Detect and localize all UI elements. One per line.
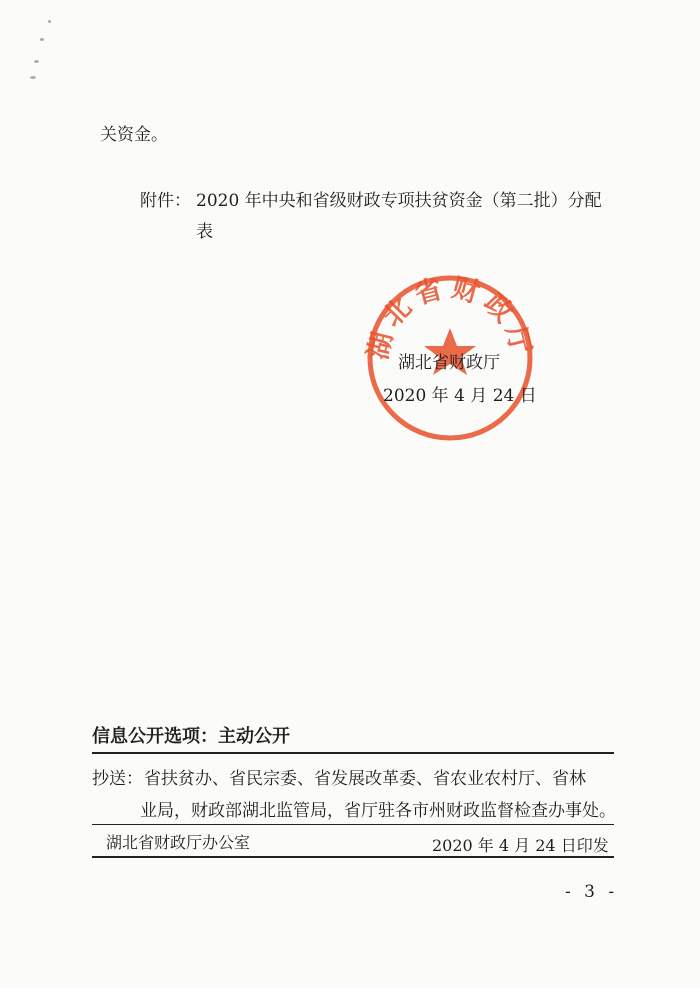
attachment-title-line1: 2020 年中央和省级财政专项扶贫资金（第二批）分配 <box>196 191 602 211</box>
cc-line2: 业局，财政部湖北监管局，省厅驻各市州财政监督检查办事处。 <box>140 801 616 821</box>
scan-speck <box>48 20 51 23</box>
issue-date: 2020 年 4 月 24 日 <box>383 386 537 406</box>
body-continuation-text: 关资金。 <box>100 125 168 145</box>
issuer-name: 湖北省财政厅 <box>398 353 500 373</box>
attachment-title-line2: 表 <box>196 222 213 242</box>
cc-label: 抄送： <box>92 769 143 789</box>
disclosure-option <box>92 722 290 748</box>
footer-top-rule <box>92 752 614 754</box>
footer-bottom-rule <box>92 856 614 858</box>
scan-speck <box>34 60 39 63</box>
disclosure-label: 信息公开选项： <box>92 726 218 747</box>
print-date: 2020 年 4 月 24 日印发 <box>432 836 609 855</box>
page-number: - 3 - <box>565 882 619 902</box>
footer-middle-rule <box>92 824 614 825</box>
seal-arc-text: 湖北省财政厅 <box>364 272 536 363</box>
cc-line1: 省扶贫办、省民宗委、省发展改革委、省农业农村厅、省林 <box>144 769 586 789</box>
issuing-office: 湖北省财政厅办公室 <box>106 833 251 852</box>
scan-speck <box>40 38 44 41</box>
scan-speck <box>30 76 36 79</box>
attachment-label: 附件： <box>140 191 191 211</box>
disclosure-value: 主动公开 <box>218 726 290 747</box>
